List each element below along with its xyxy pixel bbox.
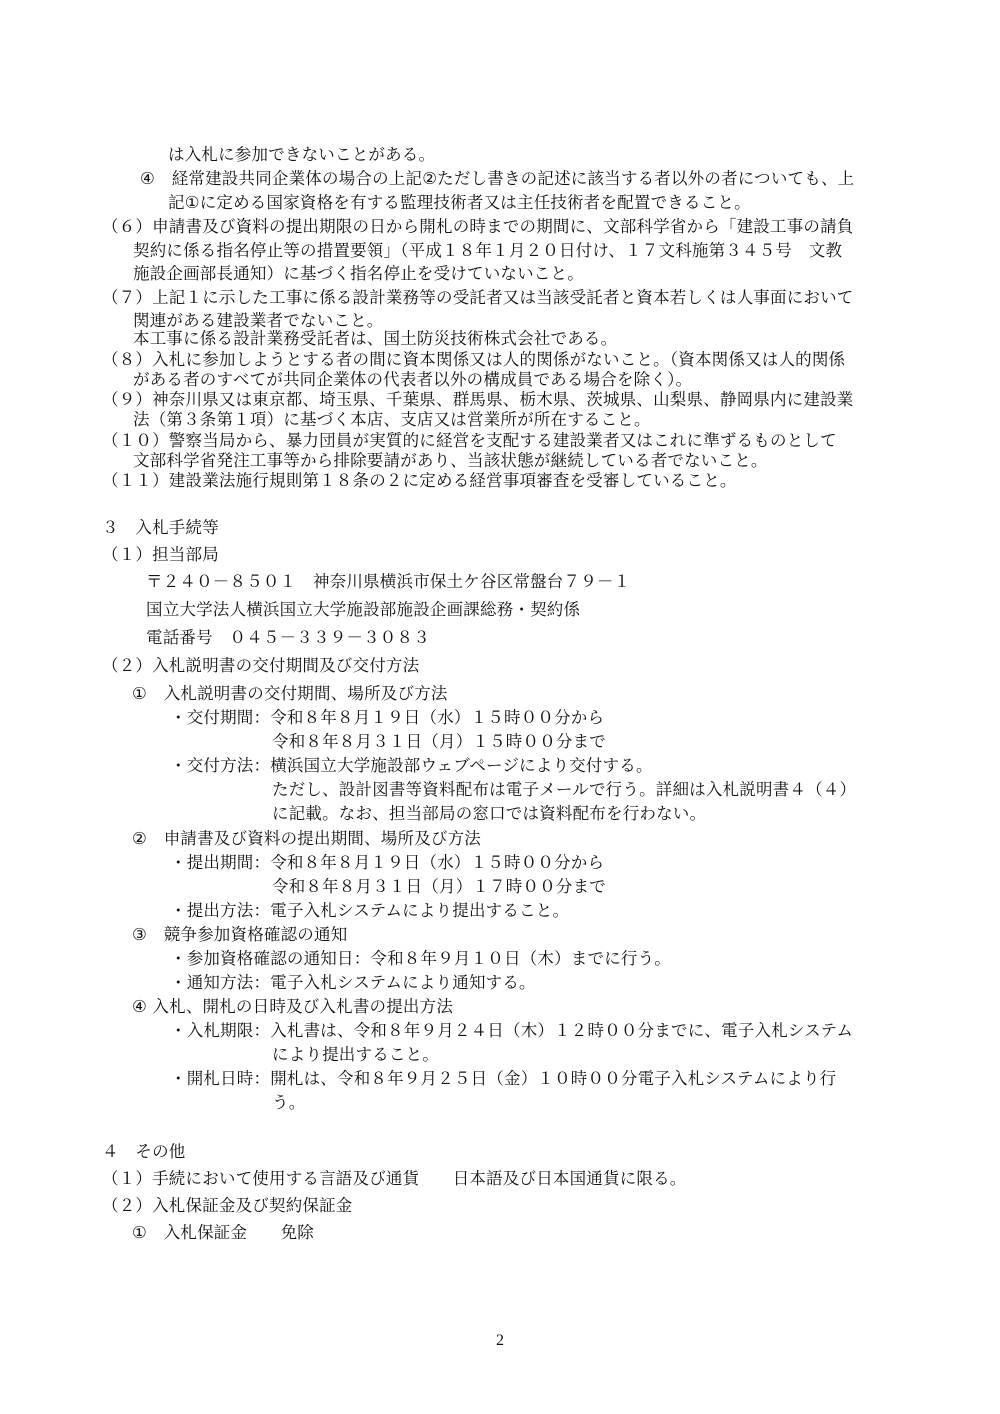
s3-2-2-period2: 令和８年８月３１日（月）１７時００分まで — [272, 877, 606, 896]
s3-2-4-opening2: う。 — [272, 1093, 306, 1112]
s2-6-line3: 施設企画部長通知）に基づく指名停止を受けていないこと。 — [133, 264, 584, 283]
s2-6-line1: （６）申請書及び資料の提出期限の日から開札の時までの期間に、文部科学省から「建設工事の請負 — [102, 217, 854, 236]
s3-2-1-period1: ・交付期間：令和８年８月１９日（水）１５時００分から — [170, 708, 605, 727]
s3-2-2-heading: ② 申請書及び資料の提出期間、場所及び方法 — [132, 829, 481, 848]
s3-2-4-deadline2: により提出すること。 — [272, 1045, 439, 1064]
s2-5-4-line1: ④ 経常建設共同企業体の場合の上記②ただし書きの記述に該当する者以外の者についても、上 — [140, 169, 855, 188]
s3-2-4-heading: ④ 入札、開札の日時及び入札書の提出方法 — [132, 997, 454, 1016]
s3-2-1-method2: ただし、設計図書等資料配布は電子メールで行う。詳細は入札説明書４（４） — [272, 780, 857, 799]
s3-1-phone: 電話番号 ０４５－３３９－３０８３ — [146, 628, 430, 647]
s2-5-3-cont: は入札に参加できないことがある。 — [168, 145, 436, 164]
s2-7-line2: 関連がある建設業者でないこと。 — [133, 311, 384, 330]
s3-2-3-heading: ③ 競争参加資格確認の通知 — [132, 925, 348, 944]
page-number: 2 — [496, 1332, 504, 1349]
s4-2-1: ① 入札保証金 免除 — [132, 1223, 314, 1242]
s3-2-heading: （２）入札説明書の交付期間及び交付方法 — [102, 656, 420, 675]
s2-9-line2: 法（第３条第１項）に基づく本店、支店又は営業所が所在すること。 — [133, 410, 651, 429]
s3-2-4-deadline1: ・入札期限：入札書は、令和８年９月２４日（木）１２時００分までに、電子入札システム — [170, 1021, 854, 1040]
s3-heading: ３ 入札手続等 — [102, 518, 219, 537]
s3-2-1-method1: ・交付方法：横浜国立大学施設部ウェブページにより交付する。 — [170, 756, 653, 775]
s2-7-line1: （７）上記１に示した工事に係る設計業務等の受託者又は当該受託者と資本若しくは人事面において — [102, 288, 854, 307]
s2-10-line1: （１０）警察当局から、暴力団員が実質的に経営を支配する建設業者又はこれに準ずるものとして — [102, 431, 837, 450]
s3-2-1-period2: 令和８年８月３１日（月）１５時００分まで — [272, 732, 606, 751]
s2-5-4-line2: 記①に定める国家資格を有する監理技術者又は主任技術者を配置できること。 — [168, 193, 751, 212]
s2-7-line3: 本工事に係る設計業務受託者は、国土防災技術株式会社である。 — [133, 329, 618, 348]
s2-8-line1: （８）入札に参加しようとする者の間に資本関係又は人的関係がないこと。（資本関係又は人的関係 — [102, 350, 846, 369]
s3-2-3-date: ・参加資格確認の通知日：令和８年９月１０日（木）までに行う。 — [170, 949, 671, 968]
s2-9-line1: （９）神奈川県又は東京都、埼玉県、千葉県、群馬県、栃木県、茨城県、山梨県、静岡県内に建設業 — [102, 390, 854, 409]
s3-2-1-heading: ① 入札説明書の交付期間、場所及び方法 — [132, 684, 448, 703]
s3-1-office: 国立大学法人横浜国立大学施設部施設企画課総務・契約係 — [146, 600, 581, 619]
s3-2-4-opening1: ・開札日時：開札は、令和８年９月２５日（金）１０時００分電子入札システムにより行 — [170, 1069, 837, 1088]
s2-8-line2: がある者のすべてが共同企業体の代表者以外の構成員である場合を除く）。 — [133, 370, 693, 389]
s2-10-line2: 文部科学省発注工事等から排除要請があり、当該状態が継続している者でないこと。 — [133, 451, 768, 470]
s4-2-heading: （２）入札保証金及び契約保証金 — [102, 1196, 353, 1215]
s3-2-2-period1: ・提出期間：令和８年８月１９日（水）１５時００分から — [170, 853, 605, 872]
s3-1-address: 〒２４０－８５０１ 神奈川県横浜市保土ケ谷区常盤台７９－１ — [146, 572, 631, 591]
s3-1-heading: （１）担当部局 — [102, 545, 219, 564]
s4-heading: ４ その他 — [102, 1142, 186, 1161]
s2-11-line1: （１１）建設業法施行規則第１８条の２に定める経営事項審査を受審していること。 — [102, 471, 737, 490]
s3-2-2-method: ・提出方法：電子入札システムにより提出すること。 — [170, 901, 570, 920]
s4-1: （１）手続において使用する言語及び通貨 日本語及び日本国通貨に限る。 — [102, 1169, 687, 1188]
s3-2-3-method: ・通知方法：電子入札システムにより通知する。 — [170, 973, 536, 992]
s3-2-1-method3: に記載。なお、担当部局の窓口では資料配布を行わない。 — [272, 804, 707, 823]
s2-6-line2: 契約に係る指名停止等の措置要領」（平成１８年１月２０日付け、１７文科施第３４５号 文教 — [133, 241, 843, 260]
